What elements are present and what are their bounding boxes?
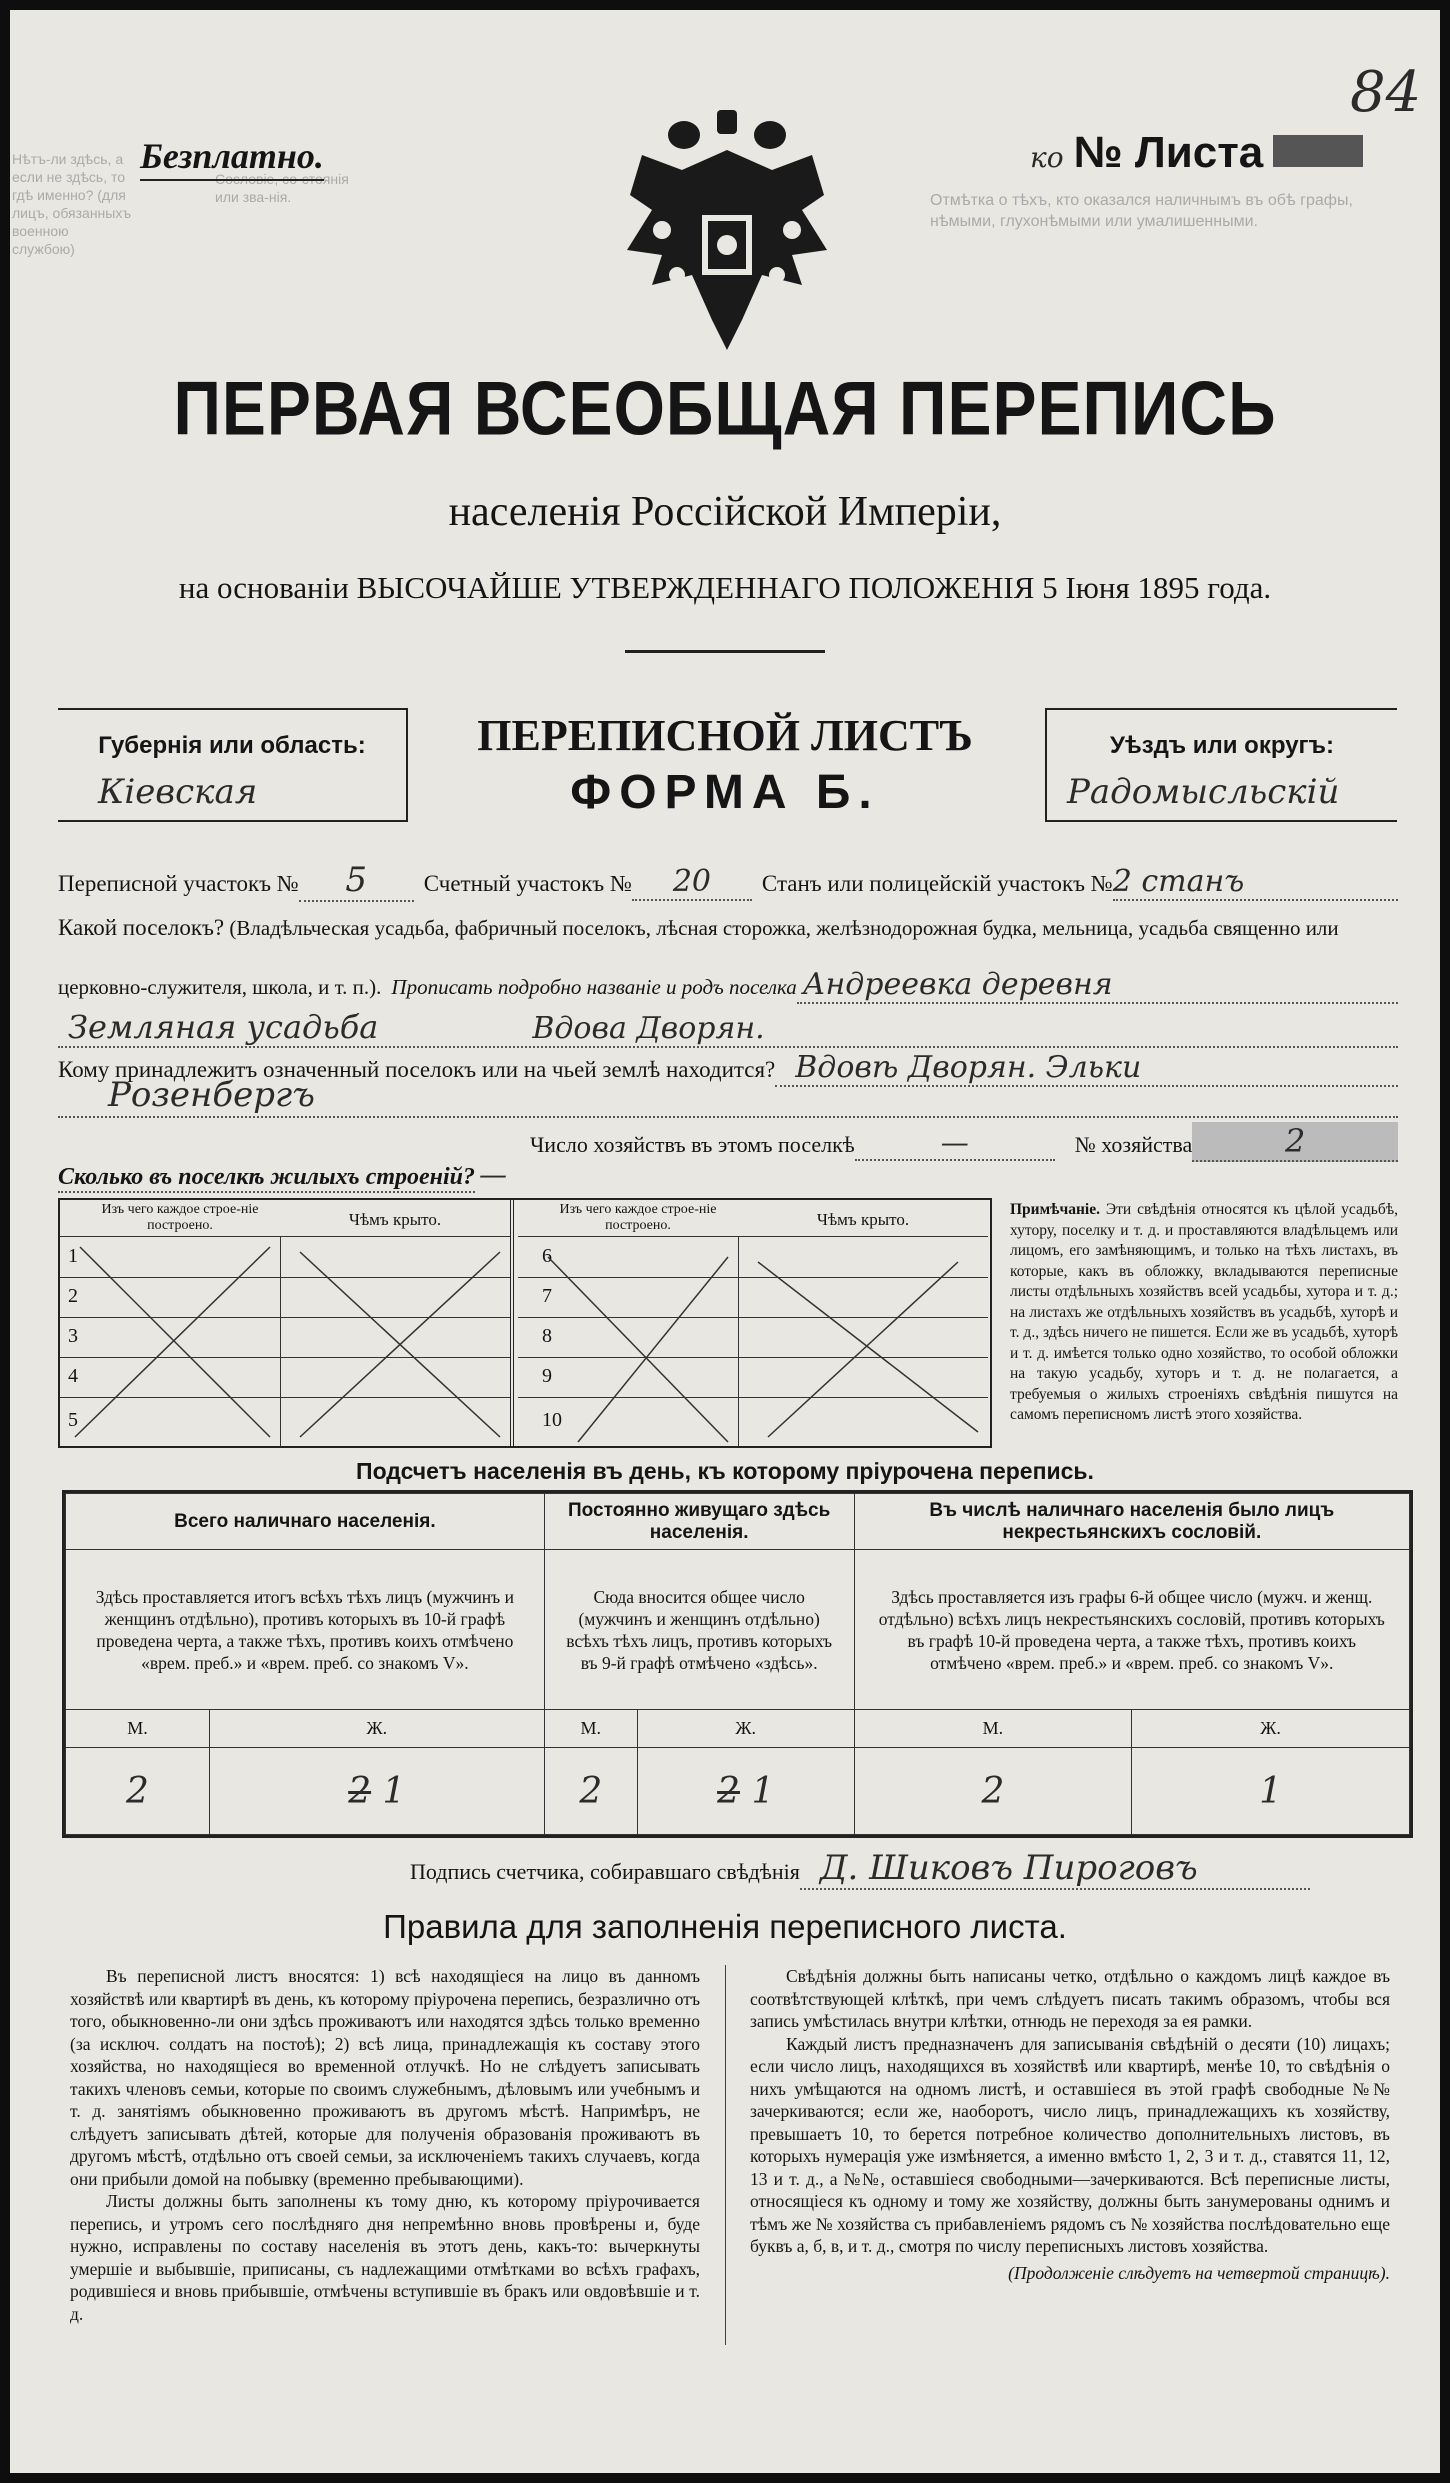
- buildings-table: [58, 1198, 992, 1448]
- row-num: 8: [542, 1325, 552, 1347]
- row-num: 9: [542, 1365, 552, 1387]
- buildings-value: —: [479, 1158, 507, 1191]
- row-num: 10: [542, 1409, 562, 1431]
- row-num: 3: [68, 1325, 78, 1347]
- households-value: —: [855, 1126, 1055, 1161]
- households-line: [530, 1122, 1398, 1162]
- col-built-left: Изъ чего каждое строе-ніе построено.: [101, 1202, 259, 1233]
- schetny-value: 20: [632, 864, 752, 901]
- population-heading: Подсчетъ населенія въ день, къ которому пріурочена перепись.: [356, 1458, 1094, 1484]
- sheet-number: [1030, 128, 1363, 178]
- row-num: 7: [542, 1285, 552, 1307]
- poselok-label: Какой поселокъ?: [58, 915, 225, 940]
- stan-label: Станъ или полицейскій участокъ №: [761, 871, 1113, 896]
- row-num: 5: [68, 1409, 78, 1431]
- strike-through-right: [518, 1237, 988, 1447]
- households-label: Число хозяйствъ въ этомъ поселкѣ: [530, 1132, 855, 1157]
- pop-total-female: 2 1: [209, 1748, 544, 1835]
- owner-label: Кому принадлежитъ означенный поселокъ или на чьей землѣ находится?: [58, 1057, 776, 1082]
- schetny-label: Счетный участокъ №: [423, 871, 632, 896]
- note-text: Эти свѣдѣнія относятся къ цѣлой усадьбѣ, хутору, поселку и т. д. и проставляются владѣльцемъ или лицомъ, его замѣняющимъ, и только на тѣхъ листахъ, въ которые, какъ въ обложку, вкладываются переписные листы отдѣльныхъ хозяйствъ всей усадьбы, хутора и т. д.; на листахъ же отдѣльныхъ хозяйствъ въ усадьбѣ, хуторѣ и т. д., здѣсь ничего не пишется. Если же въ усадьбѣ, хуторѣ и т. д. имѣется только одно хозяйство, то особой обложки на такую усадьбу, хуторъ и т. д. не полагается, а требуемыя о жилыхъ строеніяхъ свѣдѣнія пишутся на самомъ переписномъ листѣ этого хозяйства.: [1010, 1201, 1399, 1423]
- strike-through-left: [60, 1237, 510, 1447]
- poselok-value-1: Андреевка деревня: [797, 967, 1398, 1004]
- owner-value-2: Розенбергъ: [108, 1075, 315, 1115]
- bleed-top-mid: Сословіе, со-стоянія или зва-нія.: [215, 171, 349, 205]
- poselok-hint-2: церковно-служителя, школа, и т. п.).: [58, 975, 382, 999]
- rules-right-p1: Свѣдѣнія должны быть написаны четко, отдѣльно о каждомъ лицѣ каждое въ соотвѣтствующей клѣткѣ, при чемъ слѣдуетъ писать такимъ образомъ, чтобы вся запись умѣстилась внутри клѣтки, отнюдь не переходя за ея рамки.: [750, 1966, 1390, 2031]
- district-line: [58, 860, 1398, 902]
- signature-line: [410, 1848, 1310, 1890]
- form-subtitle: ФОРМА Б.: [570, 766, 880, 819]
- rules-title: Правила для заполненія переписного листа.: [383, 1908, 1067, 1945]
- col-roof-left: Чѣмъ крыто.: [348, 1210, 442, 1229]
- poselok-instruction: Прописать подробно названіе и родъ поселка: [391, 975, 797, 999]
- signature-value: Д. Шиковъ Пироговъ: [800, 1848, 1310, 1890]
- f-label: Ж.: [637, 1710, 854, 1748]
- rules-divider: [725, 1965, 726, 2345]
- f-label: Ж.: [209, 1710, 544, 1748]
- rules-continued: (Продолженіе слѣдуетъ на четвертой страницѣ).: [1008, 2262, 1390, 2283]
- buildings-right-grid: [518, 1236, 988, 1447]
- col-roof-right: Чѣмъ крыто.: [816, 1210, 910, 1229]
- uezd-box: [1045, 708, 1397, 822]
- perepisnoi-value: 5: [299, 860, 414, 902]
- buildings-line: [58, 1158, 507, 1193]
- col-built-right: Изъ чего каждое строе-ніе построено.: [559, 1202, 717, 1233]
- gubernia-label: Губернія или область:: [98, 732, 366, 759]
- buildings-label: Сколько въ поселкѣ жилыхъ строеній?: [58, 1164, 475, 1193]
- pop-nonpeasant-female: 1: [1132, 1748, 1410, 1835]
- household-no-label: № хозяйства: [1074, 1132, 1193, 1157]
- owner-value-1: Вдовѣ Дворян. Эльки: [775, 1050, 1398, 1087]
- pop-col3-text: Здѣсь проставляется изъ графы 6-й общее число (мужч. и женщ. отдѣльно) всѣхъ лицъ некрестьянскихъ сословій, противъ которыхъ въ графѣ 10-й проведена черта, а также тѣхъ, противъ коихъ отмѣчено «врем. преб.» и «врем. преб. со знакомъ V».: [854, 1550, 1409, 1710]
- owner-value-1b: Вдова Дворян.: [532, 1011, 765, 1046]
- m-label: М.: [66, 1710, 210, 1748]
- poselok-line-3: [58, 1008, 1398, 1048]
- note-title: Примѣчаніе.: [1010, 1201, 1100, 1218]
- poselok-line: [58, 915, 1398, 941]
- pop-col1-title: Всего наличнаго населенія.: [66, 1494, 545, 1550]
- uezd-label: Уѣздъ или округъ:: [1109, 732, 1335, 759]
- subtitle: населенія Россійской Имперіи,: [448, 489, 1002, 535]
- title-divider: [625, 650, 825, 653]
- household-no-value: 2: [1192, 1122, 1398, 1162]
- signature-label: Подпись счетчика, собиравшаго свѣдѣнія: [410, 1859, 800, 1884]
- m-label: М.: [854, 1710, 1132, 1748]
- census-sheet: [10, 10, 1440, 2473]
- note: [1010, 1200, 1398, 1426]
- gubernia-value: Кіевская: [98, 772, 258, 812]
- poselok-value-2: Земляная усадьба: [68, 1008, 379, 1046]
- sheet-number-stamp: [1273, 135, 1363, 167]
- buildings-left-grid: [60, 1236, 510, 1447]
- pop-col1-text: Здѣсь проставляется итогъ всѣхъ тѣхъ лицъ (мужчинъ и женщинъ отдѣльно), противъ которыхъ въ 10-й графѣ проведена черта, а также тѣхъ, противъ коихъ отмѣчено «врем. преб.» и «врем. преб. со знакомъ V».: [66, 1550, 545, 1710]
- gubernia-box: [58, 708, 408, 822]
- row-num: 2: [68, 1285, 78, 1307]
- imperial-eagle-emblem: [622, 110, 832, 360]
- buildings-right-half: [518, 1200, 988, 1446]
- pop-col2-title: Постоянно живущаго здѣсь населенія.: [544, 1494, 854, 1550]
- pop-nonpeasant-male: 2: [854, 1748, 1132, 1835]
- buildings-left-half: [60, 1200, 514, 1446]
- poselok-hint-1: (Владѣльческая усадьба, фабричный поселокъ, лѣсная сторожка, желѣзнодорожная будка, мельница, усадьба священно или: [229, 916, 1339, 940]
- perepisnoi-label: Переписной участокъ №: [58, 871, 299, 896]
- m-label: М.: [544, 1710, 637, 1748]
- row-num: 6: [542, 1245, 552, 1267]
- row-num: 4: [68, 1365, 78, 1387]
- form-title: ПЕРЕПИСНОЙ ЛИСТЪ: [477, 711, 973, 760]
- rules-right-p2: Каждый листъ предназначенъ для записыванія свѣдѣній о десяти (10) лицахъ; если число лицъ, находящихся въ хозяйствѣ или квартирѣ, менѣе 10, то свѣдѣнія о нихъ умѣщаются на одномъ листѣ, и оставшіеся въ этой графѣ свободные №№ зачеркиваются; если же, наоборотъ, число лицъ, принадлежащихъ къ хозяйству, превышаетъ 10, то берется потребное количество дополнительныхъ листовъ, въ которыхъ нумерація уже измѣняется, а именно вмѣсто 1, 2, 3 и т. д., ставятся 11, 12, 13 и т. д., а №№, оставшіеся свободными—зачеркиваются. Всѣ переписные листы, относящіеся къ одному и тому же хозяйству, должны быть занумерованы однимъ и тѣмъ же № хозяйства съ прибавленіемъ рядомъ съ № хозяйства послѣдовательно еще буквъ а, б, в, и т. д., смотря по числу переписныхъ листовъ хозяйства.: [750, 2033, 1390, 2256]
- free-label: Безплатно.: [140, 135, 324, 181]
- bleed-top-left: Нѣтъ-ли здѣсь, а если не здѣсь, то гдѣ именно? (для лицъ, обязанныхъ военною службою): [12, 151, 132, 257]
- population-table: [62, 1490, 1413, 1838]
- pop-col2-text: Сюда вносится общее число (мужчинъ и женщинъ отдѣльно) всѣхъ тѣхъ лицъ, противъ которыхъ въ 9-й графѣ отмѣчено «здѣсь».: [544, 1550, 854, 1710]
- population-grid: [65, 1493, 1410, 1835]
- rules-left: [70, 1965, 700, 2325]
- uezd-value: Радомысльскій: [1067, 772, 1340, 812]
- pop-resident-male: 2: [544, 1748, 637, 1835]
- bleed-top-right: Отмѣтка о тѣхъ, кто оказался наличнымъ въ обѣ графы, нѣмыми, глухонѣмыми или умалишенными.: [930, 192, 1353, 230]
- stan-value: 2 станъ: [1113, 864, 1398, 901]
- owner-line-2: [58, 1070, 1398, 1118]
- poselok-line-2: [58, 967, 1398, 1004]
- f-label: Ж.: [1132, 1710, 1410, 1748]
- rules-left-p2: Листы должны быть заполнены къ тому дню, къ которому пріурочивается перепись, и утромъ сего послѣдняго дня непремѣнно вновь провѣрены и, буде нужно, исправлены по составу населенія въ этотъ день, какъ-то: вычеркнуты умершіе и выбывшіе, приписаны, съ надлежащими отмѣтками во всѣхъ графахъ, родившіеся и вновь прибывшіе, отмѣчены вступившіе въ бракъ или овдовѣвшіе и т. д.: [70, 2191, 700, 2324]
- legal-basis: на основаніи ВЫСОЧАЙШЕ УТВЕРЖДЕННАГО ПОЛОЖЕНІЯ 5 Іюня 1895 года.: [178, 570, 1272, 605]
- pop-total-male: 2: [66, 1748, 210, 1835]
- handwritten-page-number: 84: [1350, 60, 1422, 125]
- sheet-number-label: № Листа: [1073, 128, 1264, 177]
- pop-col3-title: Въ числѣ наличнаго населенія было лицъ некрестьянскихъ сословій.: [854, 1494, 1409, 1550]
- rules-right: [750, 1965, 1390, 2284]
- rules-left-p1: Въ переписной листъ вносятся: 1) всѣ находящіеся на лицо въ данномъ хозяйствѣ или квартирѣ въ день, къ которому пріурочена перепись, безразлично отъ того, обыкновенно-ли они здѣсь проживаютъ или находятся здѣсь только временно (за исключ. солдатъ на постоѣ); 2) всѣ лица, принадлежащія къ составу этого хозяйства, но находящіеся во временной отлучкѣ. Но не слѣдуетъ записывать такихъ членовъ семьи, которые по своимъ служебнымъ, дѣловымъ или учебнымъ и т. д. занятіямъ обыкновенно проживаютъ въ другомъ мѣстѣ. Напримѣръ, не слѣдуетъ записывать дѣтей, которые для полученія образованія проживаютъ въ другомъ мѣстѣ, отдѣльно отъ своей семьи, за исключеніемъ такихъ случаевъ, когда они прибыли домой на побывку (временно пребывающими).: [70, 1966, 700, 2189]
- main-title: ПЕРВАЯ ВСЕОБЩАЯ ПЕРЕПИСЬ: [173, 365, 1277, 451]
- sheet-number-prefix: ко: [1030, 141, 1064, 174]
- row-num: 1: [68, 1245, 78, 1267]
- pop-resident-female: 2 1: [637, 1748, 854, 1835]
